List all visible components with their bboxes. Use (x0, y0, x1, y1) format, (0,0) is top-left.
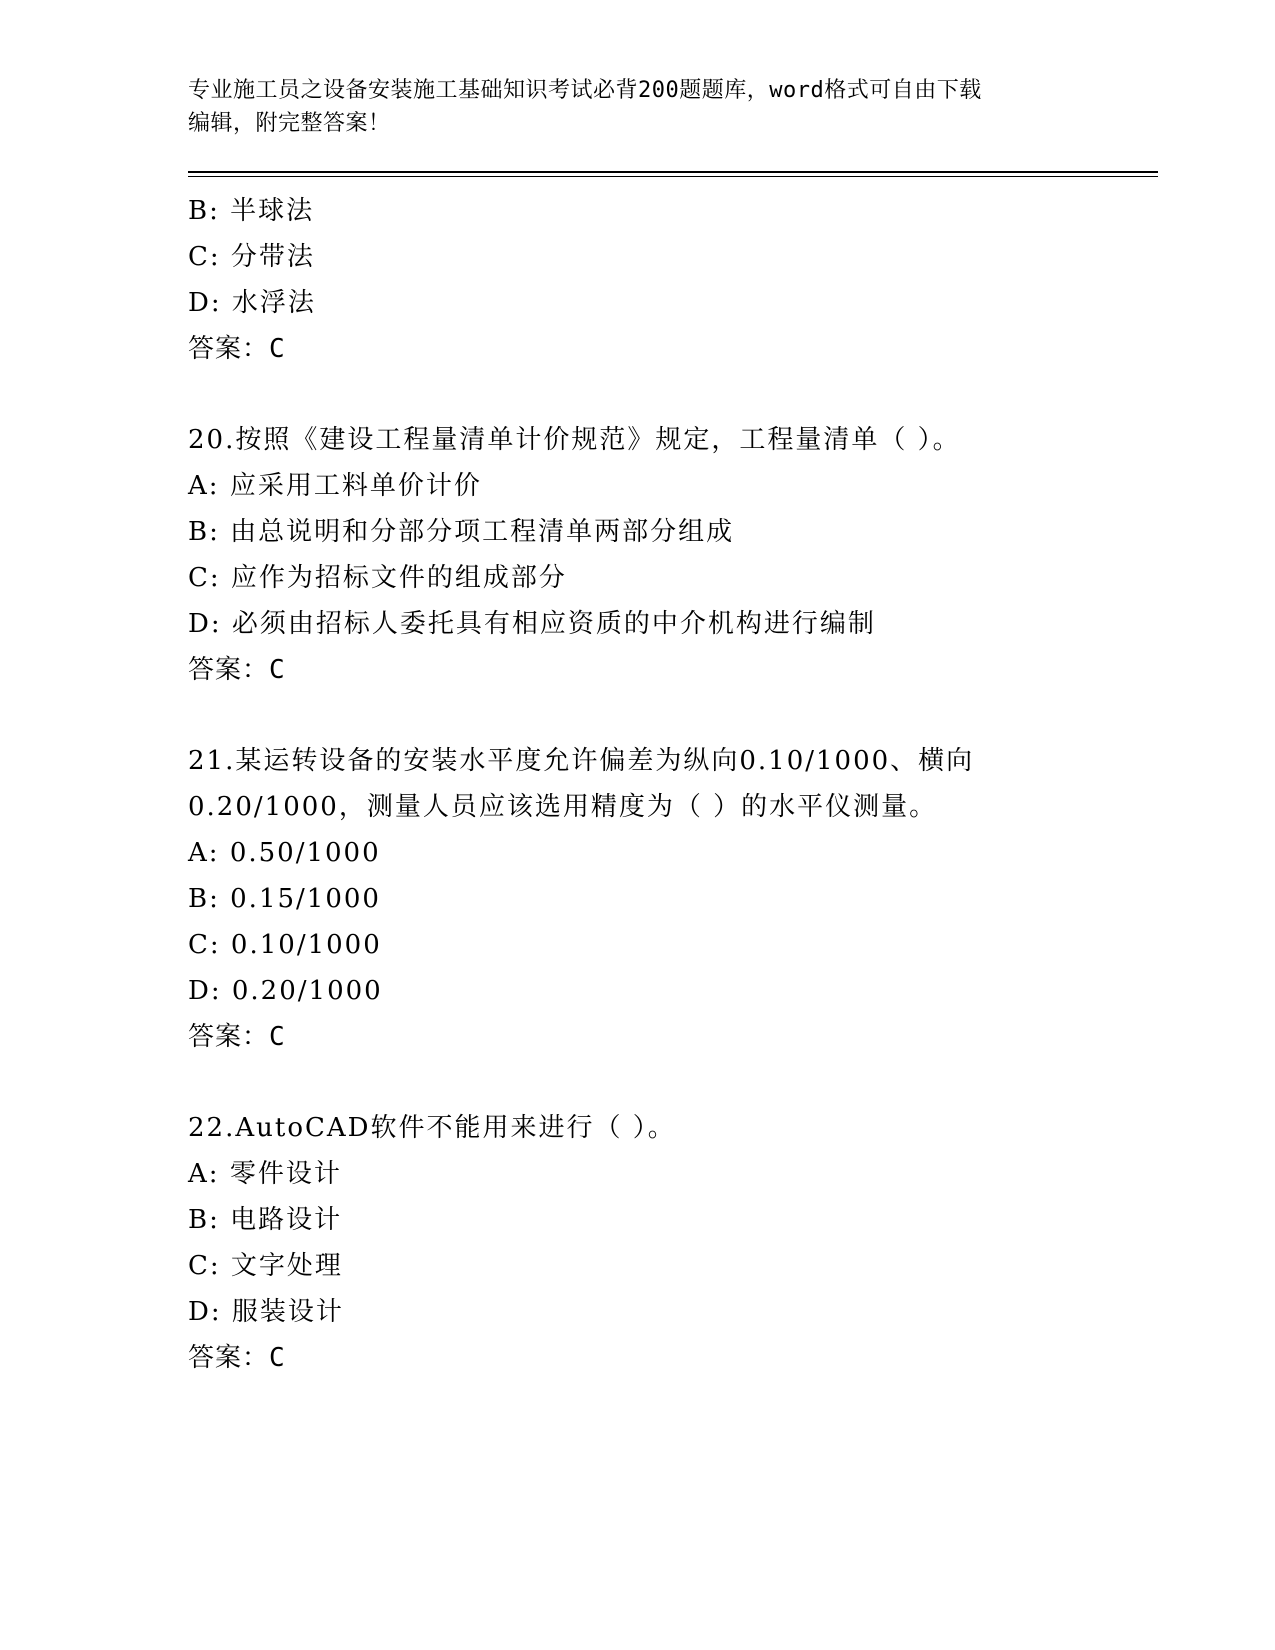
option-label: D: (188, 1297, 222, 1327)
option-text: 应采用工料单价计价 (229, 471, 482, 501)
option-d (188, 280, 1158, 326)
answer-value: C (269, 1343, 286, 1373)
answer-value: C (269, 1022, 286, 1052)
option-c (188, 555, 1158, 601)
option-label: A: (188, 1159, 220, 1189)
option-c (188, 234, 1158, 280)
answer-label: 答案： (188, 1343, 270, 1373)
option-text: 服装设计 (231, 1297, 344, 1327)
option-d (188, 968, 1158, 1014)
header-title-line1: 专业施工员之设备安装施工基础知识考试必背200题题库，word格式可自由下载 (188, 78, 982, 103)
option-b (188, 509, 1158, 555)
option-text: 文字处理 (230, 1251, 343, 1281)
answer-label: 答案： (188, 655, 270, 685)
option-text: 0.50/1000 (229, 838, 381, 868)
answer-value: C (269, 334, 286, 364)
option-label: C: (188, 930, 221, 960)
option-text: 0.20/1000 (231, 976, 383, 1006)
option-a (188, 463, 1158, 509)
option-label: D: (188, 976, 222, 1006)
answer-line (188, 647, 1158, 693)
document-header (188, 74, 1068, 140)
option-label: C: (188, 242, 221, 272)
option-text: 由总说明和分部分项工程清单两部分组成 (230, 517, 735, 547)
header-rule-bottom (188, 176, 1158, 177)
answer-line (188, 1335, 1158, 1381)
option-a (188, 830, 1158, 876)
option-text: 必须由招标人委托具有相应资质的中介机构进行编制 (231, 609, 876, 639)
question-stem-line2: 0.20/1000，测量人员应该选用精度为（ ）的水平仪测量。 (188, 792, 938, 822)
question-22 (188, 1105, 1158, 1381)
option-text: 水浮法 (231, 288, 316, 318)
option-a (188, 1151, 1158, 1197)
option-c (188, 922, 1158, 968)
question-21 (188, 738, 1158, 1060)
option-label: D: (188, 609, 222, 639)
header-rule-top (188, 171, 1158, 173)
option-label: B: (188, 517, 220, 547)
answer-label: 答案： (188, 334, 270, 364)
header-title-line2: 编辑，附完整答案！ (188, 111, 391, 136)
option-b (188, 188, 1158, 234)
question-19-tail (188, 188, 1158, 372)
question-stem-line1: 21.某运转设备的安装水平度允许偏差为纵向0.10/1000、横向 (188, 746, 975, 776)
option-label: C: (188, 1251, 221, 1281)
option-d (188, 601, 1158, 647)
option-text: 应作为招标文件的组成部分 (230, 563, 567, 593)
option-label: B: (188, 196, 220, 226)
option-label: D: (188, 288, 222, 318)
question-20 (188, 417, 1158, 693)
option-text: 半球法 (230, 196, 315, 226)
question-stem: 20.按照《建设工程量清单计价规范》规定，工程量清单（ ）。 (188, 425, 961, 455)
option-b (188, 1197, 1158, 1243)
option-label: A: (188, 471, 220, 501)
option-text: 分带法 (230, 242, 315, 272)
option-label: B: (188, 1205, 220, 1235)
option-b (188, 876, 1158, 922)
option-c (188, 1243, 1158, 1289)
option-label: B: (188, 884, 220, 914)
option-text: 0.10/1000 (230, 930, 382, 960)
question-stem: 22.AutoCAD软件不能用来进行（ ）。 (188, 1113, 676, 1143)
option-d (188, 1289, 1158, 1335)
answer-line (188, 326, 1158, 372)
option-label: A: (188, 838, 220, 868)
option-text: 0.15/1000 (230, 884, 381, 914)
option-label: C: (188, 563, 221, 593)
question-list (188, 188, 1158, 1381)
option-text: 电路设计 (230, 1205, 343, 1235)
answer-line (188, 1014, 1158, 1060)
option-text: 零件设计 (229, 1159, 342, 1189)
answer-value: C (269, 655, 286, 685)
answer-label: 答案： (188, 1022, 270, 1052)
